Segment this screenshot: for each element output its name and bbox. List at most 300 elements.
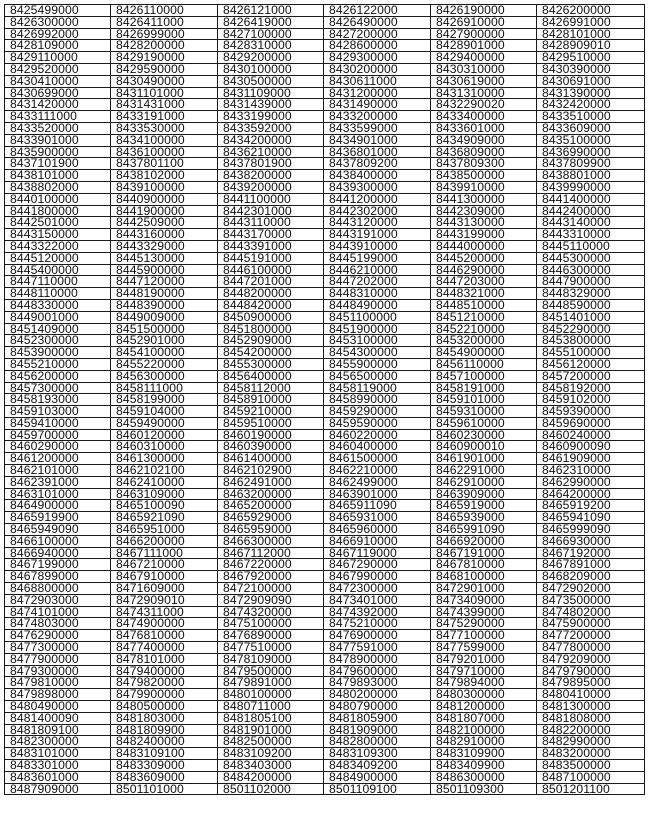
code-cell: 8467199000 — [5, 559, 111, 571]
code-cell: 8431200000 — [324, 87, 431, 99]
code-cell: 8461200000 — [5, 453, 111, 465]
table-row — [5, 229, 645, 241]
code-cell: 8477900000 — [5, 653, 111, 665]
code-cell: 8478900000 — [324, 653, 431, 665]
code-cell: 8462310000 — [537, 465, 645, 477]
code-cell: 8483309000 — [111, 760, 218, 772]
code-cell: 8429190000 — [111, 52, 218, 64]
code-cell: 8460310000 — [111, 441, 218, 453]
code-cell: 8474900000 — [111, 618, 218, 630]
code-cell: 8477510000 — [218, 642, 324, 654]
code-cell: 8432290020 — [431, 99, 537, 111]
table-row — [5, 370, 645, 382]
code-cell: 8430100000 — [218, 63, 324, 75]
code-cell: 8467990000 — [324, 571, 431, 583]
code-cell: 8463200000 — [218, 488, 324, 500]
code-cell: 8435100000 — [537, 134, 645, 146]
table-row — [5, 500, 645, 512]
code-cell: 8438200000 — [218, 170, 324, 182]
table-row — [5, 122, 645, 134]
code-cell: 8453800000 — [537, 335, 645, 347]
code-cell: 8430691000 — [537, 75, 645, 87]
table-row — [5, 205, 645, 217]
table-row — [5, 417, 645, 429]
code-cell: 8459610000 — [431, 417, 537, 429]
code-cell: 8456120000 — [537, 358, 645, 370]
table-row — [5, 712, 645, 724]
code-cell: 8437809900 — [537, 158, 645, 170]
code-cell: 8474399000 — [431, 606, 537, 618]
code-cell: 8457100000 — [431, 370, 537, 382]
code-cell: 8431420000 — [5, 99, 111, 111]
table-row — [5, 181, 645, 193]
code-cell: 8443140000 — [537, 217, 645, 229]
code-cell: 8433901000 — [5, 134, 111, 146]
code-cell: 8465200000 — [218, 500, 324, 512]
code-cell: 8479891000 — [218, 677, 324, 689]
table-row — [5, 170, 645, 182]
code-cell: 8473401000 — [324, 594, 431, 606]
code-cell: 8459390000 — [537, 406, 645, 418]
code-cell: 8467111000 — [111, 547, 218, 559]
code-cell: 8463109000 — [111, 488, 218, 500]
code-cell: 8439100000 — [111, 181, 218, 193]
code-cell: 8466920000 — [431, 535, 537, 547]
table-row — [5, 653, 645, 665]
code-cell: 8467891000 — [537, 559, 645, 571]
code-cell: 8483109900 — [431, 748, 537, 760]
code-cell: 8451409000 — [5, 323, 111, 335]
table-row — [5, 28, 645, 40]
code-cell: 8464200000 — [537, 488, 645, 500]
code-cell: 8440900000 — [111, 193, 218, 205]
code-cell: 8480490000 — [5, 701, 111, 713]
code-cell: 8483109100 — [111, 748, 218, 760]
code-cell: 8457200000 — [537, 370, 645, 382]
code-cell: 8472100000 — [218, 583, 324, 595]
code-cell: 8436801000 — [324, 146, 431, 158]
code-cell: 8452210000 — [431, 323, 537, 335]
table-row — [5, 347, 645, 359]
code-cell: 8448190000 — [111, 288, 218, 300]
code-cell: 8427900000 — [431, 28, 537, 40]
code-cell: 8486300000 — [431, 771, 537, 783]
code-cell: 8479500000 — [218, 665, 324, 677]
code-cell: 8466940000 — [5, 547, 111, 559]
code-cell: 8474101000 — [5, 606, 111, 618]
code-cell: 8458910000 — [218, 394, 324, 406]
code-cell: 8431431000 — [111, 99, 218, 111]
code-cell: 8460220000 — [324, 429, 431, 441]
table-row — [5, 701, 645, 713]
code-cell: 8465941090 — [537, 512, 645, 524]
code-cell: 8430500000 — [218, 75, 324, 87]
code-cell: 8501101000 — [111, 783, 218, 795]
code-cell: 8441400000 — [537, 193, 645, 205]
code-cell: 8482500000 — [218, 736, 324, 748]
code-cell: 8465919200 — [537, 500, 645, 512]
code-cell: 8437809200 — [324, 158, 431, 170]
table-row — [5, 252, 645, 264]
code-cell: 8427100000 — [218, 28, 324, 40]
code-cell: 8472901000 — [431, 583, 537, 595]
code-cell: 8460190000 — [218, 429, 324, 441]
code-cell: 8457300000 — [5, 382, 111, 394]
code-cell: 8474803000 — [5, 618, 111, 630]
code-cell: 8459103000 — [5, 406, 111, 418]
code-cell: 8443910000 — [324, 240, 431, 252]
code-cell: 8458191000 — [431, 382, 537, 394]
code-cell: 8473500000 — [537, 594, 645, 606]
code-cell: 8429300000 — [324, 52, 431, 64]
table-row — [5, 524, 645, 536]
code-cell: 8483409200 — [324, 760, 431, 772]
code-cell: 8459410000 — [5, 417, 111, 429]
table-row — [5, 335, 645, 347]
code-cell: 8460900090 — [537, 441, 645, 453]
code-cell: 8501109100 — [324, 783, 431, 795]
code-cell: 8461909000 — [537, 453, 645, 465]
table-row — [5, 382, 645, 394]
code-cell: 8445130000 — [111, 252, 218, 264]
table-row — [5, 488, 645, 500]
code-cell: 8427200000 — [324, 28, 431, 40]
code-cell: 8430310000 — [431, 63, 537, 75]
code-cell: 8472300000 — [324, 583, 431, 595]
table-row — [5, 465, 645, 477]
code-cell: 8426121000 — [218, 5, 324, 17]
table-row — [5, 99, 645, 111]
code-cell: 8481805100 — [218, 712, 324, 724]
table-row — [5, 535, 645, 547]
code-cell: 8479895000 — [537, 677, 645, 689]
code-cell: 8451500000 — [111, 323, 218, 335]
code-cell: 8434901000 — [324, 134, 431, 146]
code-cell: 8456110000 — [431, 358, 537, 370]
code-cell: 8451401000 — [537, 311, 645, 323]
code-cell: 8459690000 — [537, 417, 645, 429]
code-cell: 8465939000 — [431, 512, 537, 524]
code-cell: 8480300000 — [431, 689, 537, 701]
table-row — [5, 111, 645, 123]
hs-code-table — [4, 4, 645, 795]
code-cell: 8448321000 — [431, 288, 537, 300]
code-cell: 8483109300 — [324, 748, 431, 760]
code-cell: 8428200000 — [111, 40, 218, 52]
code-cell: 8481901000 — [218, 724, 324, 736]
table-row — [5, 724, 645, 736]
code-cell: 8437101900 — [5, 158, 111, 170]
code-cell: 8459490000 — [111, 417, 218, 429]
code-cell: 8433592000 — [218, 122, 324, 134]
table-row — [5, 512, 645, 524]
code-cell: 8426110000 — [111, 5, 218, 17]
table-row — [5, 559, 645, 571]
code-cell: 8472903000 — [5, 594, 111, 606]
code-cell: 8445300000 — [537, 252, 645, 264]
code-cell: 8433599000 — [324, 122, 431, 134]
code-cell: 8451210000 — [431, 311, 537, 323]
code-cell: 8480100000 — [218, 689, 324, 701]
code-cell: 8475290000 — [431, 618, 537, 630]
code-cell: 8479790000 — [537, 665, 645, 677]
code-cell: 8429590000 — [111, 63, 218, 75]
code-cell: 8446100000 — [218, 264, 324, 276]
code-cell: 8438500000 — [431, 170, 537, 182]
table-row — [5, 736, 645, 748]
code-cell: 8467920000 — [218, 571, 324, 583]
code-cell: 8462291000 — [431, 465, 537, 477]
code-cell: 8460900010 — [431, 441, 537, 453]
code-cell: 8474320000 — [218, 606, 324, 618]
code-cell: 8466910000 — [324, 535, 431, 547]
code-cell: 8430619000 — [431, 75, 537, 87]
table-row — [5, 264, 645, 276]
code-cell: 8437801900 — [218, 158, 324, 170]
code-cell: 8433111000 — [5, 111, 111, 123]
code-cell: 8474392000 — [324, 606, 431, 618]
code-cell: 8458111000 — [111, 382, 218, 394]
code-cell: 8476810000 — [111, 630, 218, 642]
code-cell: 8433200000 — [324, 111, 431, 123]
code-cell: 8454900000 — [431, 347, 537, 359]
code-cell: 8482910000 — [431, 736, 537, 748]
table-row — [5, 311, 645, 323]
code-cell: 8483609000 — [111, 771, 218, 783]
code-cell: 8458193000 — [5, 394, 111, 406]
code-cell: 8479900000 — [111, 689, 218, 701]
table-row — [5, 63, 645, 75]
code-cell: 8454100000 — [111, 347, 218, 359]
code-cell: 8443329000 — [111, 240, 218, 252]
code-cell: 8462102100 — [111, 465, 218, 477]
table-row — [5, 134, 645, 146]
code-cell: 8467119000 — [324, 547, 431, 559]
code-cell: 8430410000 — [5, 75, 111, 87]
code-cell: 8481805900 — [324, 712, 431, 724]
code-cell: 8463901000 — [324, 488, 431, 500]
table-row — [5, 547, 645, 559]
code-cell: 8453100000 — [324, 335, 431, 347]
code-cell: 8465100090 — [111, 500, 218, 512]
code-cell: 8448110000 — [5, 288, 111, 300]
code-cell: 8443110000 — [218, 217, 324, 229]
table-row — [5, 665, 645, 677]
code-cell: 8448390000 — [111, 299, 218, 311]
table-row — [5, 52, 645, 64]
code-cell: 8482990000 — [537, 736, 645, 748]
code-cell: 8477200000 — [537, 630, 645, 642]
code-cell: 8477100000 — [431, 630, 537, 642]
code-cell: 8484200000 — [218, 771, 324, 783]
code-cell: 8452300000 — [5, 335, 111, 347]
code-cell: 8461500000 — [324, 453, 431, 465]
table-row — [5, 771, 645, 783]
code-cell: 8462410000 — [111, 476, 218, 488]
code-cell: 8483500000 — [537, 760, 645, 772]
code-cell: 8479400000 — [111, 665, 218, 677]
code-cell: 8481807000 — [431, 712, 537, 724]
code-cell: 8442400000 — [537, 205, 645, 217]
table-row — [5, 453, 645, 465]
code-cell: 8448330000 — [5, 299, 111, 311]
code-cell: 8443310000 — [537, 229, 645, 241]
table-row — [5, 583, 645, 595]
code-cell: 8475100000 — [218, 618, 324, 630]
code-cell: 8482200000 — [537, 724, 645, 736]
code-cell: 8466200000 — [111, 535, 218, 547]
code-cell: 8465919900 — [5, 512, 111, 524]
code-cell: 8426419000 — [218, 16, 324, 28]
code-cell: 8501109300 — [431, 783, 537, 795]
code-cell: 8465991090 — [431, 524, 537, 536]
code-cell: 8433199000 — [218, 111, 324, 123]
code-cell: 8460400000 — [324, 441, 431, 453]
code-cell: 8446290000 — [431, 264, 537, 276]
code-cell: 8433520000 — [5, 122, 111, 134]
code-cell: 8459102000 — [537, 394, 645, 406]
table-row — [5, 40, 645, 52]
code-cell: 8447110000 — [5, 276, 111, 288]
table-row — [5, 748, 645, 760]
code-cell: 8460290000 — [5, 441, 111, 453]
code-cell: 8448329000 — [537, 288, 645, 300]
code-cell: 8459590000 — [324, 417, 431, 429]
code-cell: 8479209000 — [537, 653, 645, 665]
code-cell: 8449001000 — [5, 311, 111, 323]
code-cell: 8442309000 — [431, 205, 537, 217]
code-cell: 8426411000 — [111, 16, 218, 28]
code-cell: 8456200000 — [5, 370, 111, 382]
code-cell: 8462102900 — [218, 465, 324, 477]
code-cell: 8443391000 — [218, 240, 324, 252]
code-cell: 8458112000 — [218, 382, 324, 394]
code-cell: 8426992000 — [5, 28, 111, 40]
code-cell: 8456300000 — [111, 370, 218, 382]
code-cell: 8478101000 — [111, 653, 218, 665]
code-cell: 8465959000 — [218, 524, 324, 536]
code-cell: 8462491000 — [218, 476, 324, 488]
code-cell: 8443199000 — [431, 229, 537, 241]
code-cell: 8477300000 — [5, 642, 111, 654]
code-cell: 8479820000 — [111, 677, 218, 689]
code-cell: 8458119000 — [324, 382, 431, 394]
code-cell: 8442301000 — [218, 205, 324, 217]
code-cell: 8476890000 — [218, 630, 324, 642]
code-cell: 8443150000 — [5, 229, 111, 241]
code-cell: 8454200000 — [218, 347, 324, 359]
code-cell: 8483601000 — [5, 771, 111, 783]
code-cell: 8431109000 — [218, 87, 324, 99]
code-cell: 8450900000 — [218, 311, 324, 323]
code-cell: 8479600000 — [324, 665, 431, 677]
code-cell: 8426300000 — [5, 16, 111, 28]
code-cell: 8429510000 — [537, 52, 645, 64]
table-row — [5, 571, 645, 583]
code-cell: 8445200000 — [431, 252, 537, 264]
code-cell: 8445110000 — [537, 240, 645, 252]
code-cell: 8467810000 — [431, 559, 537, 571]
code-cell: 8429200000 — [218, 52, 324, 64]
code-cell: 8447120000 — [111, 276, 218, 288]
code-cell: 8434909000 — [431, 134, 537, 146]
code-cell: 8442501000 — [5, 217, 111, 229]
code-cell: 8432420000 — [537, 99, 645, 111]
code-cell: 8475900000 — [537, 618, 645, 630]
code-cell: 8461400000 — [218, 453, 324, 465]
code-cell: 8460120000 — [111, 429, 218, 441]
code-cell: 8459290000 — [324, 406, 431, 418]
code-cell: 8455900000 — [324, 358, 431, 370]
code-cell: 8455300000 — [218, 358, 324, 370]
code-cell: 8481200000 — [431, 701, 537, 713]
code-cell: 8439990000 — [537, 181, 645, 193]
code-cell: 8483301000 — [5, 760, 111, 772]
code-cell: 8459104000 — [111, 406, 218, 418]
code-cell: 8482300000 — [5, 736, 111, 748]
code-cell: 8428310000 — [218, 40, 324, 52]
code-cell: 8462990000 — [537, 476, 645, 488]
code-cell: 8477599000 — [431, 642, 537, 654]
table-row — [5, 760, 645, 772]
code-cell: 8439910000 — [431, 181, 537, 193]
code-cell: 8429400000 — [431, 52, 537, 64]
code-cell: 8431490000 — [324, 99, 431, 111]
code-cell: 8463101000 — [5, 488, 111, 500]
code-cell: 8483200000 — [537, 748, 645, 760]
code-cell: 8462499000 — [324, 476, 431, 488]
code-cell: 8426200000 — [537, 5, 645, 17]
code-cell: 8472909010 — [111, 594, 218, 606]
code-cell: 8481809100 — [5, 724, 111, 736]
code-cell: 8479810000 — [5, 677, 111, 689]
table-row — [5, 783, 645, 795]
code-cell: 8446210000 — [324, 264, 431, 276]
code-cell: 8484900000 — [324, 771, 431, 783]
code-cell: 8459510000 — [218, 417, 324, 429]
code-cell: 8431439000 — [218, 99, 324, 111]
code-cell: 8441100000 — [218, 193, 324, 205]
code-cell: 8481300000 — [537, 701, 645, 713]
code-cell: 8463909000 — [431, 488, 537, 500]
code-cell: 8454300000 — [324, 347, 431, 359]
code-cell: 8480500000 — [111, 701, 218, 713]
code-cell: 8474802000 — [537, 606, 645, 618]
code-cell: 8447201000 — [218, 276, 324, 288]
code-cell: 8477400000 — [111, 642, 218, 654]
code-cell: 8430390000 — [537, 63, 645, 75]
code-cell: 8483101000 — [5, 748, 111, 760]
code-cell: 8479300000 — [5, 665, 111, 677]
table-row — [5, 594, 645, 606]
code-cell: 8465960000 — [324, 524, 431, 536]
code-cell: 8445900000 — [111, 264, 218, 276]
code-cell: 8433530000 — [111, 122, 218, 134]
code-cell: 8466100000 — [5, 535, 111, 547]
code-cell: 8476290000 — [5, 630, 111, 642]
code-cell: 8447202000 — [324, 276, 431, 288]
code-cell: 8448310000 — [324, 288, 431, 300]
code-cell: 8428101000 — [537, 28, 645, 40]
code-cell: 8460390000 — [218, 441, 324, 453]
code-cell: 8431101000 — [111, 87, 218, 99]
code-cell: 8452901000 — [111, 335, 218, 347]
code-cell: 8439200000 — [218, 181, 324, 193]
code-cell: 8429110000 — [5, 52, 111, 64]
code-cell: 8459700000 — [5, 429, 111, 441]
code-cell: 8433510000 — [537, 111, 645, 123]
code-cell: 8481909000 — [324, 724, 431, 736]
